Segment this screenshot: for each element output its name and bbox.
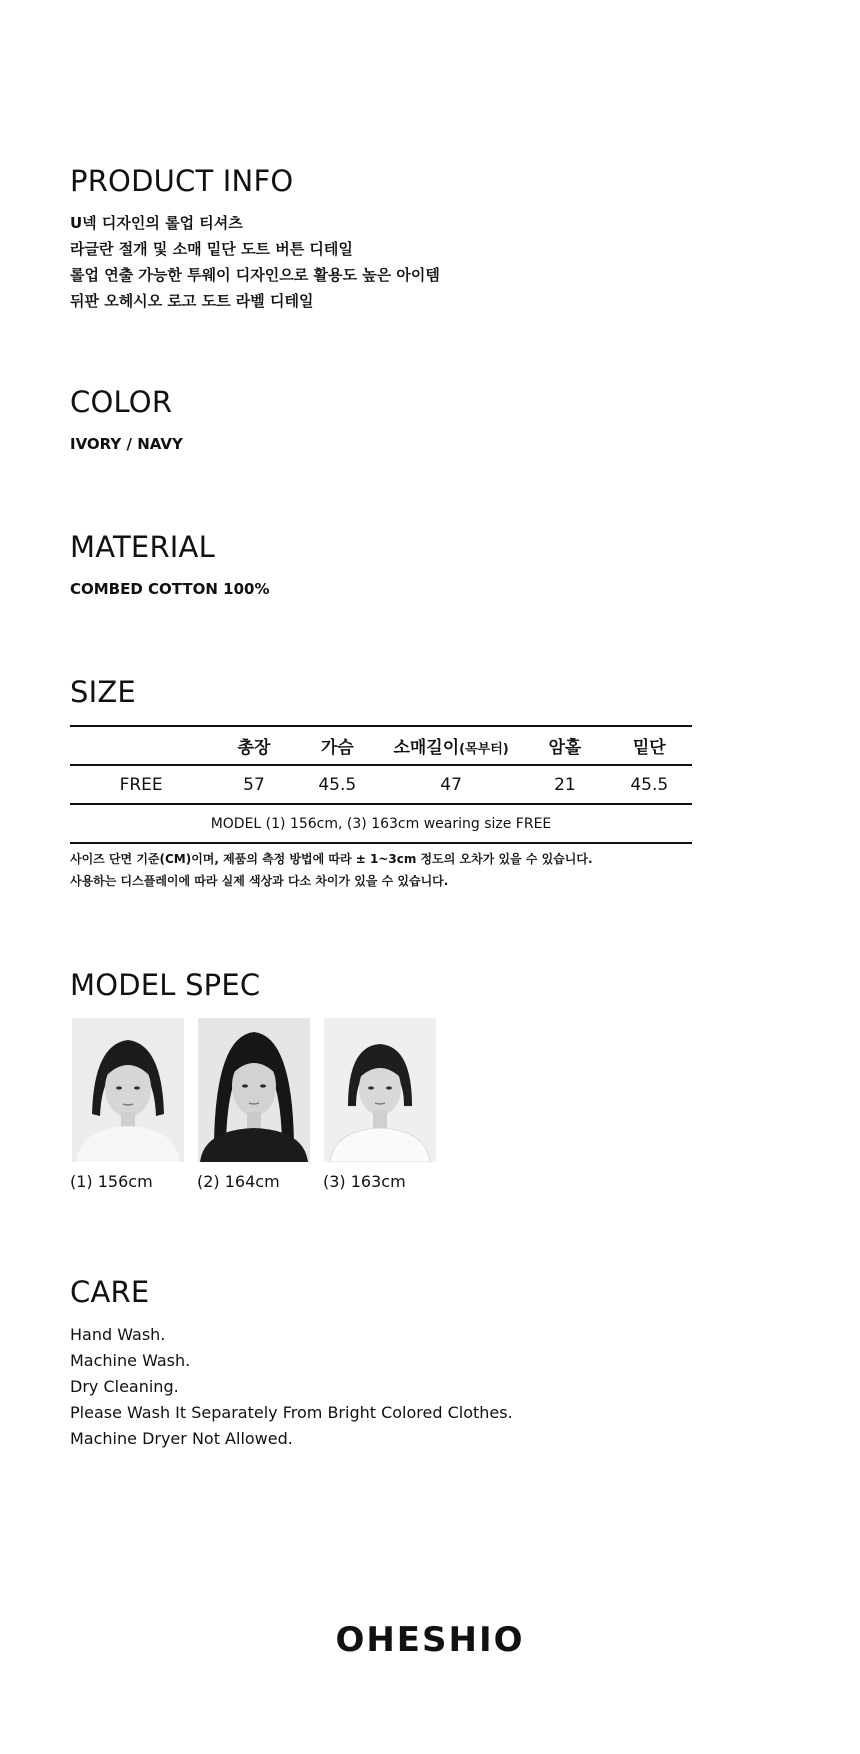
size-heading: SIZE [70,675,136,709]
model-photo-3 [324,1018,436,1162]
color-heading: COLOR [70,385,173,419]
product-info-line: 뒤판 오헤시오 로고 도트 라벨 디테일 [70,292,314,310]
care-line: Please Wash It Separately From Bright Colored Clothes. [70,1403,513,1422]
product-info-heading: PRODUCT INFO [70,164,294,198]
size-cell: FREE [70,765,212,804]
model-photo-2 [198,1018,310,1162]
material-value: COMBED COTTON 100% [70,580,270,598]
model-spec-heading: MODEL SPEC [70,968,261,1002]
product-info-lines [70,210,440,314]
care-heading: CARE [70,1275,150,1309]
portrait-icon [324,1018,436,1162]
size-table [70,725,692,844]
size-cell: 47 [379,765,523,804]
size-row-free [70,765,692,804]
care-line: Dry Cleaning. [70,1377,179,1396]
brand-logo: OHESHIO [335,1620,525,1660]
portrait-icon [198,1018,310,1162]
care-line: Machine Dryer Not Allowed. [70,1429,293,1448]
size-col-armhole: 암홀 [523,726,606,765]
size-table-header [70,726,692,765]
size-note-line: 사용하는 디스플레이에 따라 실제 색상과 다소 차이가 있을 수 있습니다. [70,874,449,888]
size-col-hem: 밑단 [607,726,692,765]
model-caption-2: (2) 164cm [197,1172,280,1191]
size-col-sleeve-suffix: (목부터) [459,742,509,757]
care-line: Machine Wash. [70,1351,191,1370]
care-lines [70,1322,513,1452]
size-col-length: 총장 [212,726,295,765]
size-col-empty [70,726,212,765]
material-heading: MATERIAL [70,530,215,564]
product-info-line: U넥 디자인의 롤업 티셔츠 [70,214,243,232]
size-cell: 45.5 [296,765,379,804]
size-col-chest: 가슴 [296,726,379,765]
model-caption-1: (1) 156cm [70,1172,153,1191]
size-model-note-row [70,804,692,843]
color-value: IVORY / NAVY [70,435,183,453]
product-info-line: 롤업 연출 가능한 투웨이 디자인으로 활용도 높은 아이템 [70,266,440,284]
care-line: Hand Wash. [70,1325,166,1344]
size-cell: 45.5 [607,765,692,804]
product-info-line: 라글란 절개 및 소매 밑단 도트 버튼 디테일 [70,240,353,258]
size-model-note: MODEL (1) 156cm, (3) 163cm wearing size FREE [70,804,692,843]
model-photo-1 [72,1018,184,1162]
model-caption-3: (3) 163cm [323,1172,406,1191]
size-cell: 57 [212,765,295,804]
size-notes [70,848,593,892]
size-col-sleeve-label: 소매길이 [393,738,460,758]
portrait-icon [72,1018,184,1162]
size-cell: 21 [523,765,606,804]
size-note-line: 사이즈 단면 기준(CM)이며, 제품의 측정 방법에 따라 ± 1~3cm 정도의 오차가 있을 수 있습니다. [70,852,593,866]
size-col-sleeve [379,726,523,765]
